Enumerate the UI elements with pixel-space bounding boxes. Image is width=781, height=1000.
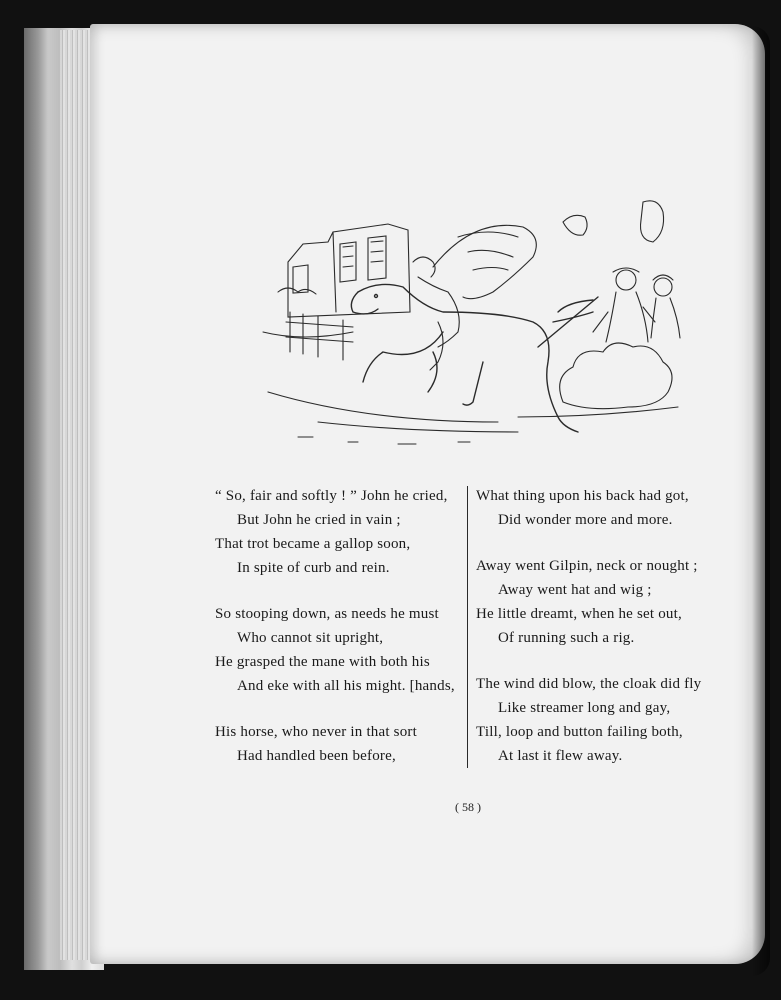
verse-line: That trot became a gallop soon, bbox=[215, 536, 411, 552]
page-shadow bbox=[752, 26, 770, 976]
verse-line: His horse, who never in that sort bbox=[215, 724, 417, 740]
gilpin-illustration bbox=[258, 192, 698, 452]
stanza bbox=[476, 672, 726, 768]
page-number: ( 58 ) bbox=[455, 800, 481, 814]
verse-line: Till, loop and button failing both, bbox=[476, 724, 683, 740]
stanza bbox=[215, 720, 465, 768]
column-divider bbox=[467, 486, 468, 768]
verse-line: Like streamer long and gay, bbox=[498, 700, 671, 716]
verse-line: Had handled been before, bbox=[237, 748, 396, 764]
verse-line: And eke with all his might. [hands, bbox=[237, 678, 455, 694]
verse-line: Of running such a rig. bbox=[498, 630, 635, 646]
rider-drawing bbox=[413, 225, 536, 370]
verse-line: At last it flew away. bbox=[498, 748, 623, 764]
verse-line: Away went Gilpin, neck or nought ; bbox=[476, 558, 698, 574]
fence-drawing bbox=[263, 312, 353, 360]
poem-right-column bbox=[476, 484, 726, 790]
stanza bbox=[476, 484, 726, 532]
verse-line: But John he cried in vain ; bbox=[237, 512, 401, 528]
house-drawing bbox=[278, 224, 410, 317]
flying-hat-and-wig bbox=[563, 201, 664, 242]
verse-line: Did wonder more and more. bbox=[498, 512, 673, 528]
verse-line: The wind did blow, the cloak did fly bbox=[476, 676, 702, 692]
dust-cloud-drawing bbox=[560, 343, 672, 409]
onlookers-drawing bbox=[593, 268, 680, 342]
verse-line: “ So, fair and softly ! ” John he cried, bbox=[215, 488, 448, 504]
verse-line: Away went hat and wig ; bbox=[498, 582, 652, 598]
verse-line: So stooping down, as needs he must bbox=[215, 606, 439, 622]
stanza bbox=[215, 602, 465, 698]
verse-line: What thing upon his back had got, bbox=[476, 488, 689, 504]
stanza bbox=[476, 554, 726, 650]
horse-drawing bbox=[351, 284, 598, 432]
verse-line: Who cannot sit upright, bbox=[237, 630, 384, 646]
verse-line: In spite of curb and rein. bbox=[237, 560, 390, 576]
verse-line: He little dreamt, when he set out, bbox=[476, 606, 682, 622]
poem-left-column bbox=[215, 484, 465, 790]
stanza bbox=[215, 484, 465, 580]
verse-line: He grasped the mane with both his bbox=[215, 654, 430, 670]
